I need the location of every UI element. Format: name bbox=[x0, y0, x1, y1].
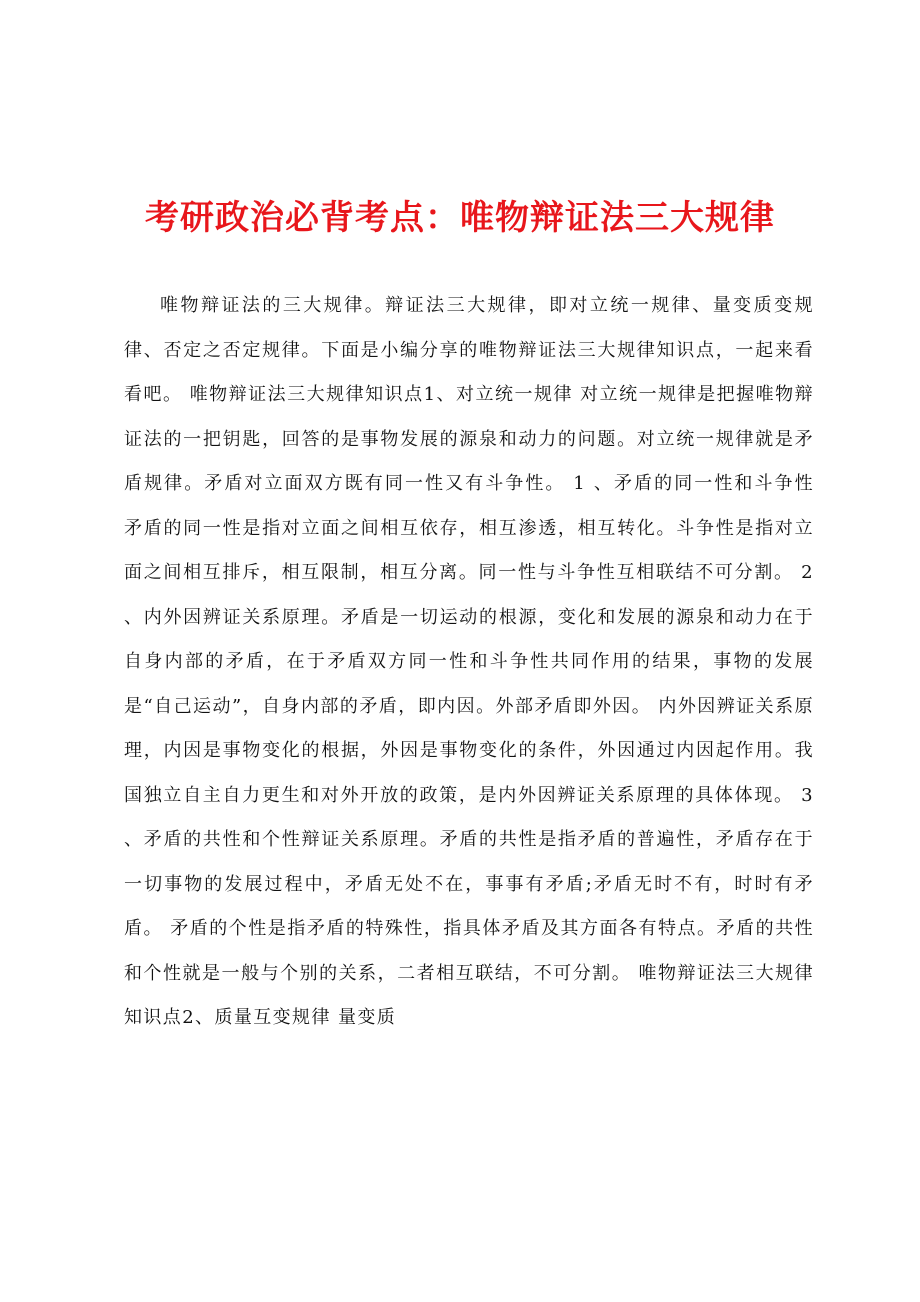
document-title: 考研政治必背考点：唯物辩证法三大规律 bbox=[145, 198, 775, 238]
document-body-paragraph: 唯物辩证法的三大规律。辩证法三大规律，即对立统一规律、量变质变规律、否定之否定规律。下面是小编分享的唯物辩证法三大规律知识点，一起来看看吧。 唯物辩证法三大规律知识点1、对立统一规律 对立统一规律是把握唯物辩证法的一把钥匙，回答的是事物发展的源泉和动力的问题。对立统一规律就是矛盾规律。矛盾对立面双方既有同一性又有斗争性。 1 、矛盾的同一性和斗争性 矛盾的同一性是指对立面之间相互依存，相互渗透，相互转化。斗争性是指对立面之间相互排斥，相互限制，相互分离。同一性与斗争性互相联结不可分割。 2 、内外因辨证关系原理。矛盾是一切运动的根源，变化和发展的源泉和动力在于自身内部的矛盾，在于矛盾双方同一性和斗争性共同作用的结果，事物的发展是“自己运动”，自身内部的矛盾，即内因。外部矛盾即外因。 内外因辨证关系原理，内因是事物变化的根据，外因是事物变化的条件，外因通过内因起作用。我国独立自主自力更生和对外开放的政策，是内外因辨证关系原理的具体体现。 3 、矛盾的共性和个性辩证关系原理。矛盾的共性是指矛盾的普遍性，矛盾存在于一切事物的发展过程中，矛盾无处不在，事事有矛盾;矛盾无时不有，时时有矛盾。 矛盾的个性是指矛盾的特殊性，指具体矛盾及其方面各有特点。矛盾的共性和个性就是一般与个别的关系，二者相互联结，不可分割。 唯物辩证法三大规律知识点2、质量互变规律 量变质 bbox=[124, 295, 814, 1028]
